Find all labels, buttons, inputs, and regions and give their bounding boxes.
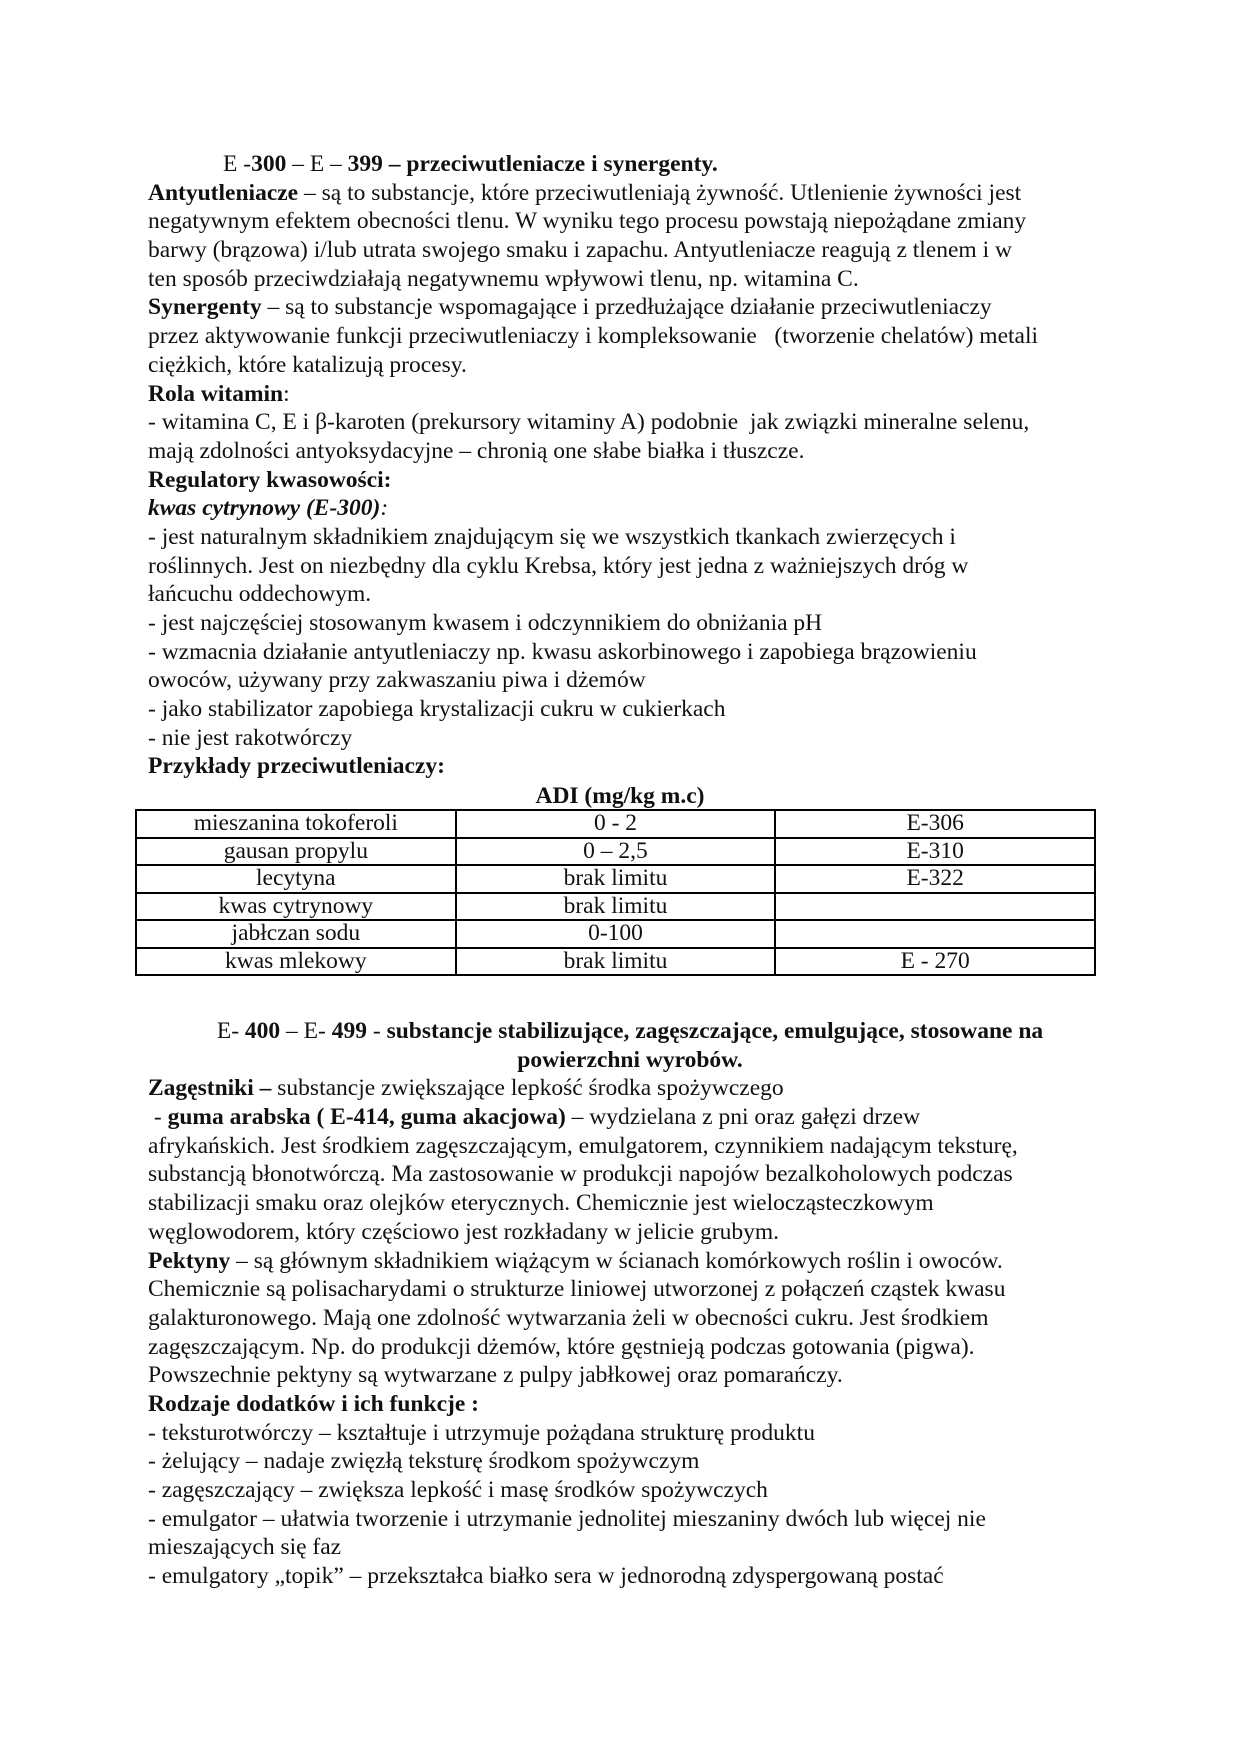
e-number-cell: E-306 — [775, 810, 1095, 838]
text-line — [135, 1103, 1125, 1132]
text-run: substancją błonotwórczą. Ma zastosowanie w produkcji napojów bezalkoholowych podczas — [148, 1161, 1013, 1188]
text-line — [135, 1476, 1125, 1505]
text-run: zagęszczającym. Np. do produkcji dżemów, które gęstnieją podczas gotowania (pigwa). — [148, 1333, 975, 1360]
adi-cell: 0 – 2,5 — [456, 838, 776, 866]
table-row — [136, 865, 1095, 893]
text-run: Przykłady przeciwutleniaczy: — [148, 753, 445, 780]
substance-cell: kwas cytrynowy — [136, 893, 456, 921]
text-line — [148, 609, 1108, 638]
substance-cell: kwas mlekowy — [136, 948, 456, 976]
section-heading — [148, 150, 1108, 179]
text-run: E - — [223, 151, 252, 177]
text-run: - nie jest rakotwórczy — [148, 724, 353, 751]
section-stabilizers — [135, 1017, 1125, 1591]
text-line — [135, 1533, 1125, 1562]
text-line — [148, 724, 1108, 753]
text-line — [135, 1390, 1125, 1419]
text-line — [148, 666, 1108, 695]
text-run: ten sposób przeciwdziałają negatywnemu wpływowi tlenu, np. witamina C. — [148, 265, 859, 292]
text-run: substancje zwiększające lepkość środka spożywczego — [271, 1075, 784, 1102]
text-line — [148, 207, 1108, 236]
text-run: przez aktywowanie funkcji przeciwutleniaczy i kompleksowanie (tworzenie chelatów) metali — [148, 323, 1039, 350]
antioxidants-table — [135, 809, 1096, 976]
text-line — [135, 1275, 1125, 1304]
text-run: – E- — [280, 1018, 332, 1044]
text-run: Powszechnie pektyny są wytwarzane z pulpy jabłkowej oraz pomarańczy. — [148, 1362, 843, 1389]
text-run: 300 — [251, 151, 287, 177]
text-line — [135, 1361, 1125, 1390]
text-line — [148, 494, 1108, 523]
text-run: – E – — [286, 151, 348, 177]
text-run: Rola witamin — [148, 380, 284, 407]
text-run: ciężkich, które katalizują procesy. — [148, 351, 467, 378]
text-run: Rodzaje dodatków i ich funkcje : — [148, 1390, 479, 1417]
text-line — [148, 380, 1108, 409]
text-run: : — [283, 380, 290, 407]
text-run: - emulgator – ułatwia tworzenie i utrzymanie jednolitej mieszaniny dwóch lub więcej nie — [148, 1505, 986, 1532]
table-row — [136, 810, 1095, 838]
text-run: E- — [216, 1018, 245, 1044]
text-line — [148, 179, 1108, 208]
text-run: – są to substancje, które przeciwutleniają żywność. Utlenienie żywności jest — [298, 179, 1022, 206]
text-line — [135, 1247, 1125, 1276]
table-row — [136, 948, 1095, 976]
text-run: 499 — [331, 1018, 367, 1044]
text-line — [148, 293, 1108, 322]
text-line — [135, 1218, 1125, 1247]
text-line — [148, 580, 1108, 609]
text-run: kwas cytrynowy (E-300) — [148, 495, 381, 522]
adi-cell: brak limitu — [456, 948, 776, 976]
text-run: węglowodorem, który częściowo jest rozkładany w jelicie grubym. — [148, 1218, 780, 1245]
table-header-adi: ADI (mg/kg m.c) — [535, 783, 705, 809]
text-line — [148, 552, 1108, 581]
text-line — [148, 265, 1108, 294]
text-run: Synergenty — [148, 294, 262, 321]
text-run: guma arabska ( E-414, guma akacjowa) — [167, 1104, 566, 1131]
e-number-cell: E-322 — [775, 865, 1095, 893]
text-run: : — [380, 495, 389, 522]
text-run: powierzchni wyrobów. — [517, 1046, 743, 1073]
text-run: Zagęstniki – — [148, 1075, 272, 1102]
text-line — [148, 408, 1108, 437]
text-run: – wydzielana z pni oraz gałęzi drzew — [565, 1104, 921, 1131]
text-line — [148, 638, 1108, 667]
adi-cell: brak limitu — [456, 893, 776, 921]
text-run: roślinnych. Jest on niezbędny dla cyklu Krebsa, który jest jedna z ważniejszych dróg w — [148, 552, 969, 579]
text-run: łańcuchu oddechowym. — [148, 581, 372, 608]
text-run: Pektyny — [148, 1247, 231, 1274]
text-run: - zagęszczający – zwiększa lepkość i masę środków spożywczych — [148, 1477, 768, 1503]
substance-cell: gausan propylu — [136, 838, 456, 866]
e-number-cell — [775, 893, 1095, 921]
text-run: – są głównym składnikiem wiążącym w ścianach komórkowych roślin i owoców. — [230, 1247, 1003, 1274]
text-line — [135, 1160, 1125, 1189]
table-row — [136, 838, 1095, 866]
text-run: - witamina C, E i β-karoten (prekursory witaminy A) podobnie jak związki mineralne selenu, — [148, 409, 1030, 436]
text-run: substancje stabilizujące, zagęszczające, emulgujące, stosowane na — [386, 1018, 1044, 1044]
text-run: negatywnym efektem obecności tlenu. W wyniku tego procesu powstają niepożądane zmiany — [148, 208, 1027, 235]
text-line — [135, 1046, 1125, 1075]
text-line — [135, 1419, 1125, 1448]
text-run: 399 – przeciwutleniacze i synergenty. — [347, 151, 718, 177]
text-run: - emulgatory „topik” – przekształca białko sera w jednorodną zdyspergowaną postać — [148, 1563, 944, 1590]
substance-cell: mieszanina tokoferoli — [136, 810, 456, 838]
text-line — [148, 752, 1108, 781]
text-line — [135, 1447, 1125, 1476]
text-line — [148, 236, 1108, 265]
text-line — [148, 322, 1108, 351]
text-line — [148, 695, 1108, 724]
substance-cell: jabłczan sodu — [136, 920, 456, 948]
substance-cell: lecytyna — [136, 865, 456, 893]
section-antioxidants — [148, 150, 1108, 781]
text-run: - — [148, 1104, 168, 1131]
text-line — [135, 1562, 1125, 1591]
text-run: galakturonowego. Mają one zdolność wytwarzania żeli w obecności cukru. Jest środkiem — [148, 1304, 989, 1331]
text-line — [148, 466, 1108, 495]
text-run: - żelujący – nadaje zwięzłą teksturę środkom spożywczym — [148, 1448, 700, 1475]
text-line — [135, 1304, 1125, 1333]
text-run: stabilizacji smaku oraz olejków eterycznych. Chemicznie jest wielocząsteczkowym — [148, 1190, 934, 1217]
text-run: - wzmacnia działanie antyutleniaczy np. kwasu askorbinowego i zapobiega brązowieniu — [148, 638, 977, 665]
text-run: - — [366, 1018, 387, 1044]
text-run: - teksturotwórczy – kształtuje i utrzymuje pożądana strukturę produktu — [148, 1419, 815, 1446]
adi-cell: 0-100 — [456, 920, 776, 948]
text-line — [135, 1189, 1125, 1218]
table-row — [136, 920, 1095, 948]
text-run: Chemicznie są polisacharydami o strukturze liniowej utworzonej z połączeń cząstek kwasu — [148, 1276, 1006, 1303]
table-row — [136, 893, 1095, 921]
adi-cell: brak limitu — [456, 865, 776, 893]
adi-cell: 0 - 2 — [456, 810, 776, 838]
text-run: mają zdolności antyoksydacyjne – chronią one słabe białka i tłuszcze. — [148, 437, 805, 464]
text-line — [135, 1074, 1125, 1103]
text-run: owoców, używany przy zakwaszaniu piwa i dżemów — [148, 667, 646, 694]
e-number-cell — [775, 920, 1095, 948]
text-line — [148, 437, 1108, 466]
text-line — [148, 351, 1108, 380]
text-run: Antyutleniacze — [148, 179, 299, 206]
text-run: 400 — [244, 1018, 281, 1044]
text-line — [135, 1505, 1125, 1534]
text-run: - jest naturalnym składnikiem znajdującym się we wszystkich tkankach zwierzęcych i — [148, 523, 956, 550]
text-run: afrykańskich. Jest środkiem zagęszczającym, emulgatorem, czynnikiem nadającym teksturę, — [148, 1132, 1018, 1159]
text-run: mieszających się faz — [148, 1534, 342, 1561]
e-number-cell: E - 270 — [775, 948, 1095, 976]
text-run: - jest najczęściej stosowanym kwasem i odczynnikiem do obniżania pH — [148, 610, 823, 636]
section-heading — [135, 1017, 1125, 1046]
text-run: Regulatory kwasowości: — [148, 466, 392, 493]
text-line — [135, 1333, 1125, 1362]
text-line — [148, 523, 1108, 552]
text-line — [135, 1132, 1125, 1161]
e-number-cell: E-310 — [775, 838, 1095, 866]
text-run: barwy (brązowa) i/lub utrata swojego smaku i zapachu. Antyutleniacze reagują z tlenem i w — [148, 237, 1012, 264]
text-run: - jako stabilizator zapobiega krystalizacji cukru w cukierkach — [148, 696, 726, 723]
text-run: – są to substancje wspomagające i przedłużające działanie przeciwutleniaczy — [261, 294, 992, 321]
